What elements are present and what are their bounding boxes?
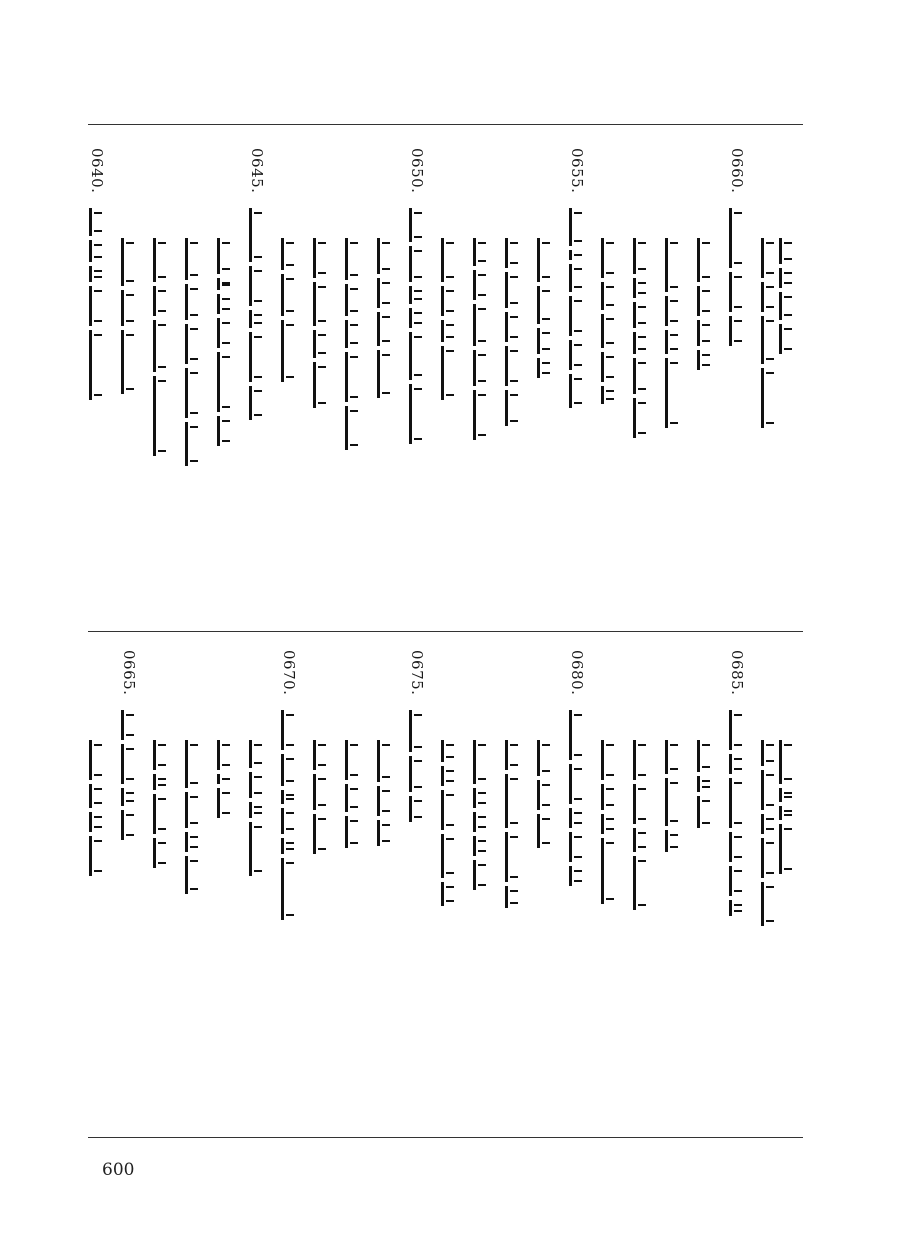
- verse-column: [88, 650, 112, 1120]
- verse-column: [376, 148, 400, 618]
- line-number: 0675.: [408, 650, 426, 696]
- mongolian-script-line: [474, 236, 494, 442]
- verse-column: [376, 650, 400, 1120]
- verse-column: [600, 650, 624, 1120]
- mongolian-script-line: [730, 708, 750, 918]
- top-rule: [88, 124, 803, 125]
- verse-column: [568, 148, 592, 618]
- verse-column: [536, 650, 560, 1120]
- mongolian-script-line: [666, 236, 686, 430]
- verse-column: [664, 148, 688, 618]
- mongolian-script-line: [250, 738, 270, 878]
- verse-column: [120, 148, 144, 618]
- mongolian-script-line: [410, 708, 430, 824]
- page-number: 600: [102, 1160, 135, 1180]
- mongolian-script-line: [90, 738, 110, 878]
- verse-column: [632, 650, 656, 1120]
- verse-column: [696, 650, 720, 1120]
- mongolian-script-line: [570, 206, 590, 410]
- verse-column: [472, 650, 496, 1120]
- mongolian-script-line: [634, 236, 654, 440]
- line-number: 0685.: [728, 650, 746, 696]
- mongolian-script-line: [538, 738, 558, 850]
- line-number: 0645.: [248, 148, 266, 194]
- line-number: 0640.: [88, 148, 106, 194]
- verse-column: [280, 650, 304, 1120]
- mongolian-script-line: [122, 708, 142, 842]
- line-number: 0655.: [568, 148, 586, 194]
- verse-column: [600, 148, 624, 618]
- mongolian-script-line: [506, 236, 526, 428]
- verse-column: [536, 148, 560, 618]
- mongolian-script-line: [538, 236, 558, 380]
- verse-column: [344, 148, 368, 618]
- line-number: 0660.: [728, 148, 746, 194]
- verse-column: [632, 148, 656, 618]
- mongolian-script-line: [154, 236, 174, 458]
- mongolian-script-line: [780, 236, 800, 356]
- mongolian-script-line: [218, 738, 238, 820]
- mongolian-script-line: [346, 236, 366, 452]
- mongolian-script-line: [506, 738, 526, 910]
- lower-verse-block: [88, 650, 803, 1120]
- mongolian-script-line: [730, 206, 750, 348]
- verse-column: [152, 148, 176, 618]
- mongolian-script-line: [218, 236, 238, 448]
- line-number: 0670.: [280, 650, 298, 696]
- verse-column: [408, 650, 432, 1120]
- verse-column: [344, 650, 368, 1120]
- mongolian-script-line: [634, 738, 654, 912]
- mongolian-script-line: [378, 236, 398, 400]
- mongolian-script-line: [442, 236, 462, 402]
- mongolian-script-line: [90, 206, 110, 402]
- verse-column: [408, 148, 432, 618]
- line-number: 0650.: [408, 148, 426, 194]
- verse-column: [216, 650, 240, 1120]
- verse-column: [280, 148, 304, 618]
- mongolian-script-line: [282, 236, 302, 384]
- mongolian-script-line: [410, 206, 430, 446]
- mongolian-script-line: [602, 738, 622, 906]
- verse-column: [120, 650, 144, 1120]
- mongolian-script-line: [346, 738, 366, 850]
- verse-column: [184, 148, 208, 618]
- verse-column: [568, 650, 592, 1120]
- verse-column: [248, 148, 272, 618]
- mongolian-script-line: [250, 206, 270, 422]
- mongolian-script-line: [154, 738, 174, 870]
- upper-verse-block: [88, 148, 803, 618]
- verse-column: [778, 148, 802, 618]
- verse-column: [664, 650, 688, 1120]
- verse-column: [728, 148, 752, 618]
- mongolian-script-line: [442, 738, 462, 908]
- mongolian-script-line: [314, 738, 334, 856]
- verse-column: [216, 148, 240, 618]
- mongolian-script-line: [698, 236, 718, 372]
- verse-column: [728, 650, 752, 1120]
- mongolian-script-line: [186, 738, 206, 896]
- mongolian-script-line: [122, 236, 142, 396]
- mongolian-script-line: [282, 708, 302, 922]
- middle-rule: [88, 631, 803, 632]
- mongolian-script-line: [186, 236, 206, 468]
- mongolian-script-line: [780, 738, 800, 876]
- verse-column: [504, 650, 528, 1120]
- line-number: 0680.: [568, 650, 586, 696]
- mongolian-script-line: [698, 738, 718, 830]
- verse-column: [696, 148, 720, 618]
- verse-column: [88, 148, 112, 618]
- verse-column: [440, 148, 464, 618]
- verse-column: [312, 650, 336, 1120]
- verse-column: [152, 650, 176, 1120]
- line-number: 0665.: [120, 650, 138, 696]
- verse-column: [778, 650, 802, 1120]
- mongolian-script-line: [666, 738, 686, 854]
- mongolian-script-line: [474, 738, 494, 892]
- verse-column: [184, 650, 208, 1120]
- mongolian-script-line: [378, 738, 398, 848]
- verse-column: [440, 650, 464, 1120]
- mongolian-script-line: [602, 236, 622, 406]
- verse-column: [504, 148, 528, 618]
- bottom-rule: [88, 1137, 803, 1138]
- mongolian-script-line: [314, 236, 334, 410]
- verse-column: [472, 148, 496, 618]
- verse-column: [312, 148, 336, 618]
- verse-column: [248, 650, 272, 1120]
- mongolian-script-line: [570, 708, 590, 888]
